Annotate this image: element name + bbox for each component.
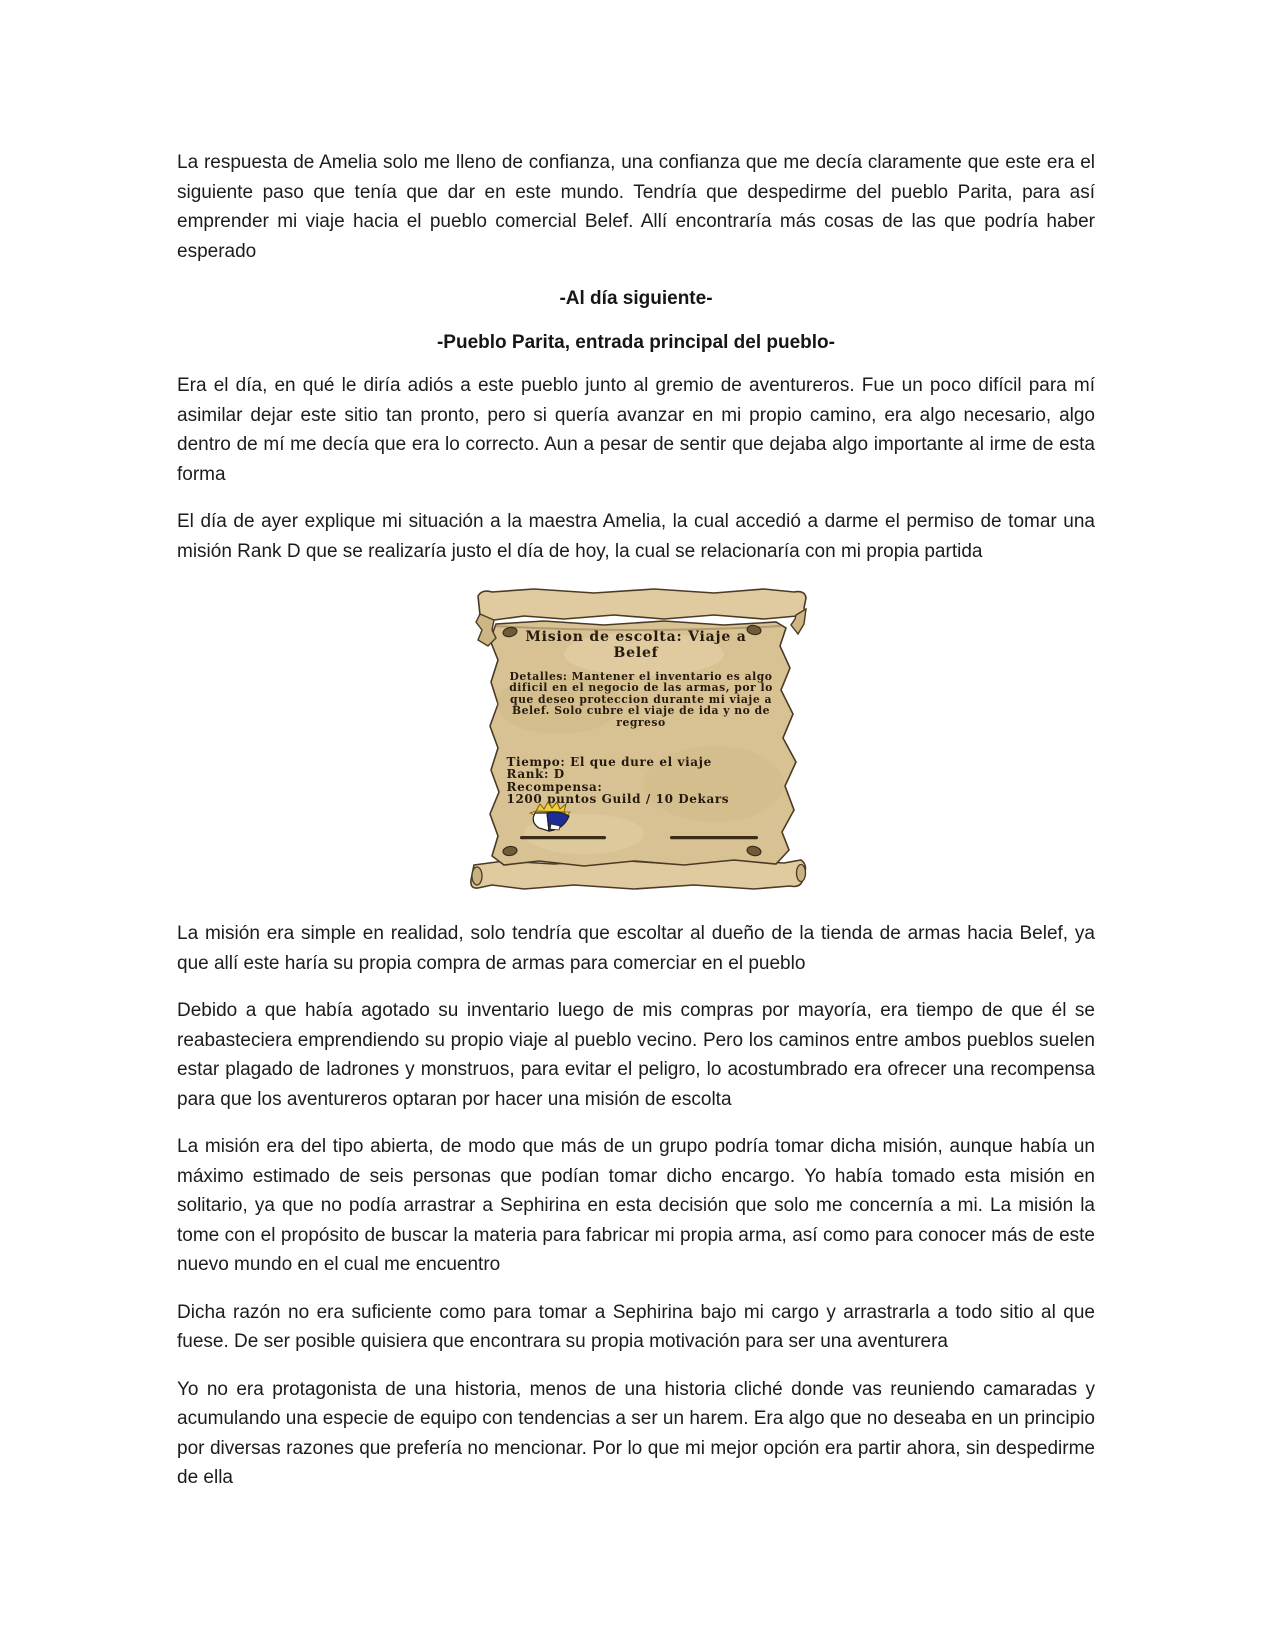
- guild-crest-icon: [520, 800, 582, 834]
- mission-scroll-image: [464, 584, 809, 892]
- mission-rank: Rank: D: [506, 767, 565, 782]
- paragraph-mission-simple: La misión era simple en realidad, solo tendría que escoltar al dueño de la tienda de armas hacia Belef, ya que allí este haría su propia compra de armas para comerciar en el pueblo: [177, 923, 1095, 974]
- paragraph-inventory: Debido a que había agotado su inventario luego de mis compras por mayoría, era tiempo de que él se reabasteciera emprendiendo su propio viaje al pueblo vecino. Pero los caminos entre ambos pueblos suelen estar plagado de ladrones y monstruos, para evitar el peligro, lo acostumbrado era ofrecer una recompensa para que los aventureros optaran por hacer una misión de escolta: [177, 1000, 1095, 1110]
- document-page: [177, 148, 1095, 1511]
- scene-heading-pueblo-parita: -Pueblo Parita, entrada principal del pueblo-: [436, 331, 835, 353]
- mission-details: Detalles: Mantener el inventario es algo dificil en el negocio de las armas, por lo que deseo proteccion durante mi viaje a Belef. Solo cubre el viaje de ida y no de regreso: [509, 670, 773, 729]
- mission-time: Tiempo: El que dure el viaje: [506, 755, 712, 769]
- signature-line-right: [670, 836, 758, 839]
- paragraph-permission: El día de ayer explique mi situación a la maestra Amelia, la cual accedió a darme el permiso de tomar una misión Rank D que se realizaría justo el día de hoy, la cual se relacionaría con mi propia partida: [177, 511, 1095, 562]
- scene-heading-next-day: -Al día siguiente-: [559, 288, 713, 309]
- mission-reward-label: Recompensa:: [506, 779, 603, 794]
- mission-reward-value: 1200 puntos Guild / 10 Dekars: [506, 792, 730, 807]
- paragraph-open-mission: La misión era del tipo abierta, de modo que más de un grupo podría tomar dicha misión, aunque había un máximo estimado de seis personas que podían tomar dicho encargo. Yo había tomado esta misión en solitario, ya que no podía arrastrar a Sephirina en esta decisión que solo me concernía a mi. La misión la tome con el propósito de buscar la materia para fabricar mi propia arma, así como para conocer más de este nuevo mundo en el cual me encuentro: [177, 1136, 1095, 1275]
- paragraph-intro: La respuesta de Amelia solo me lleno de confianza, una confianza que me decía claramente que este era el siguiente paso que tenía que dar en este mundo. Tendría que despedirme del pueblo Parita, para así emprender mi viaje hacia el pueblo comercial Belef. Allí encontraría más cosas de las que podría haber esperado: [177, 152, 1095, 262]
- signature-line-left: [520, 836, 606, 839]
- mission-title: Mision de escolta: Viaje a Belef: [525, 629, 747, 661]
- paragraph-farewell: Era el día, en qué le diría adiós a este pueblo junto al gremio de aventureros. Fue un poco difícil para mí asimilar dejar este sitio tan pronto, pero si quería avanzar en mi propio camino, era algo necesario, algo dentro de mí me decía que era lo correcto. Aun a pesar de sentir que dejaba algo importante al irme de esta forma: [177, 375, 1095, 485]
- paragraph-sephirina: Dicha razón no era suficiente como para tomar a Sephirina bajo mi cargo y arrastrarla a todo sitio al que fuese. De ser posible quisiera que encontrara su propia motivación para ser una aventurera: [177, 1301, 1095, 1352]
- paragraph-protagonist: Yo no era protagonista de una historia, menos de una historia cliché donde vas reuniendo camaradas y acumulando una especie de equipo con tendencias a ser un harem. Era algo que no deseaba en un principio por diversas razones que prefería no mencionar. Por lo que mi mejor opción era partir ahora, sin despedirme de ella: [177, 1378, 1095, 1488]
